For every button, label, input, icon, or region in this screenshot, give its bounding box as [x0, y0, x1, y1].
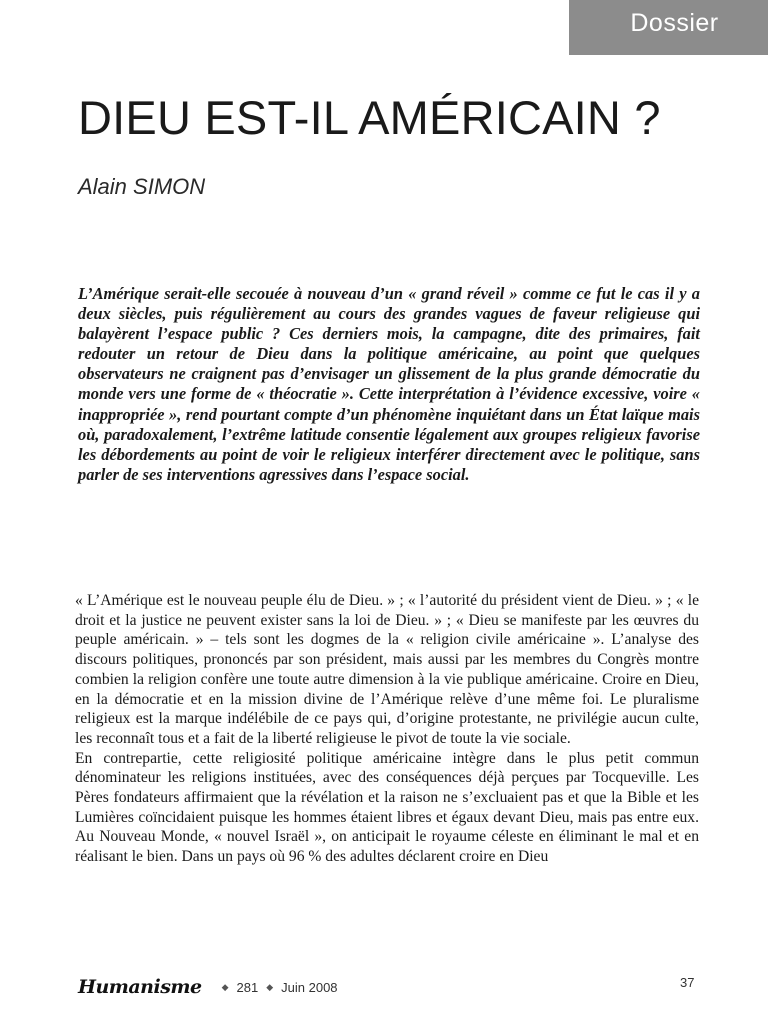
magazine-logo: Humanisme	[78, 976, 202, 998]
article-title: DIEU EST-IL AMÉRICAIN ?	[78, 91, 661, 144]
issue-number: 281	[236, 979, 259, 995]
article-author: Alain SIMON	[78, 174, 206, 199]
issue-date: Juin 2008	[281, 979, 338, 995]
page-number: 37	[680, 975, 695, 990]
body-paragraph: « L’Amérique est le nouveau peuple élu de Dieu. » ; « l’autorité du président vient de Dieu. » ; « le droit et la justice ne peuvent exister sans la loi de Dieu. » ; « Dieu se manifeste par les œuvres du peuple américain. » – tels sont les dogmes de la « religion civile américaine ». L’analyse des discours politiques, prononcés par son président, mais aussi par les membres du Congrès montre combien la religion confère une toute autre dimension à la vie publique américaine. Croire en Dieu, en la démocratie et en la mission divine de l’Amérique relève d’une même foi. Le pluralisme religieux est la marque indélébile de ce pays qui, d’origine protestante, ne privilégie aucun culte, les reconnaît tous et a fait de la liberté religieuse le pivot de toute la vie sociale.	[75, 592, 699, 747]
section-tag: Dossier	[569, 0, 768, 55]
page-footer	[78, 972, 338, 1002]
separator-diamond-icon: ◆	[266, 981, 274, 992]
article-abstract: L’Amérique serait-elle secouée à nouveau d’un « grand réveil » comme ce fut le cas il y a deux siècles, puis régulièrement au cours des grandes vagues de faveur religieuse qui balayèrent l’espace public ? Ces derniers mois, la campagne, dite des primaires, fait redouter un retour de Dieu dans la politique américaine, au point que quelques observateurs ne craignent pas d’envisager un glissement de la plus grande démocratie du monde vers une forme de « théocratie ». Cette interprétation à l’évidence excessive, voire « inappropriée », rend pourtant compte d’un phénomène inquiétant dans un État laïque mais où, paradoxalement, l’extrême latitude consentie légalement aux groupes religieux favorise les débordements au point de voir le religieux interférer directement avec le politique, sans parler de ses interventions agressives dans l’espace social.	[78, 284, 700, 484]
separator-diamond-icon: ◆	[221, 981, 229, 992]
body-paragraph: En contrepartie, cette religiosité politique américaine intègre dans le plus petit commun dénominateur les religions instituées, avec des conséquences déjà perçues par Tocqueville. Les Pères fondateurs affirmaient que la révélation et la raison ne s’excluaient pas et que la Bible et les Lumières coïncidaient puisque les hommes étaient libres et égaux devant Dieu, mais pas entre eux. Au Nouveau Monde, « nouvel Israël », on anticipait le royaume céleste en éliminant le mal et en réalisant le bien. Dans un pays où 96 % des adultes déclarent croire en Dieu	[75, 749, 699, 866]
article-body	[75, 591, 699, 867]
